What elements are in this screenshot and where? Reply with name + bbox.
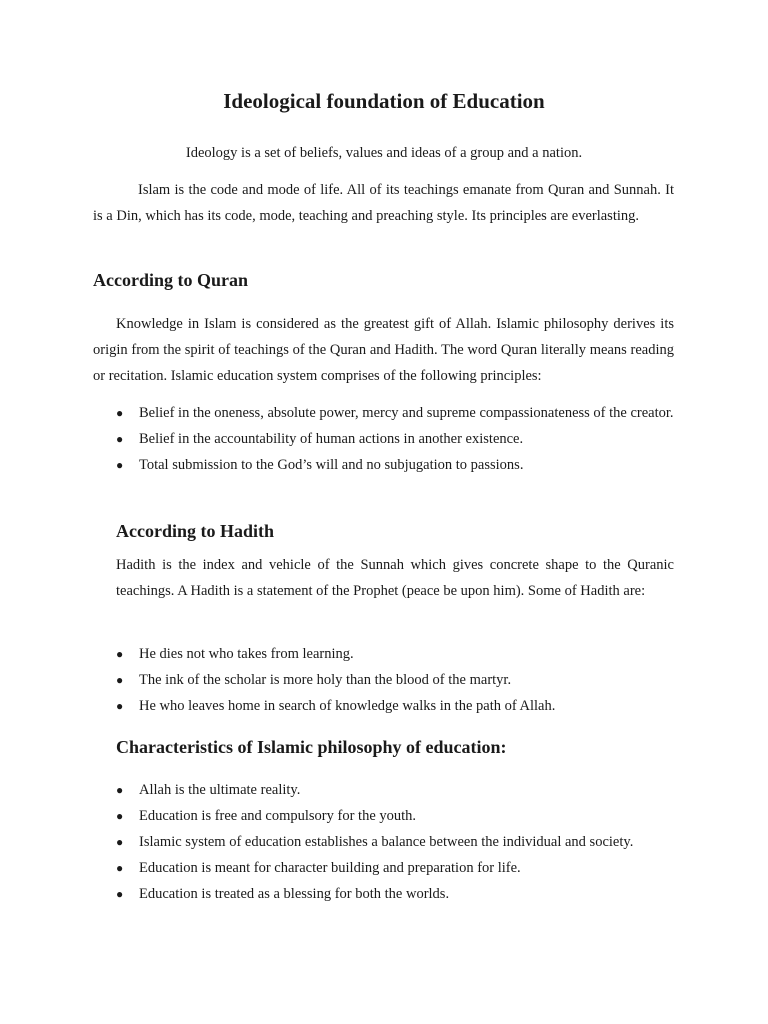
list-item-text: He who leaves home in search of knowledge walks in the path of Allah. [139,698,556,714]
list-item-text: Belief in the oneness, absolute power, mercy and supreme compassionateness of the creator. [139,405,674,421]
list-item-text: Education is free and compulsory for the youth. [139,808,417,824]
bullet-icon: ● [116,699,124,713]
bullet-icon: ● [116,809,124,823]
section-paragraph-quran: Knowledge in Islam is considered as the greatest gift of Allah. Islamic philosophy derives its origin from the spirit of teachings of the Quran and Hadith. The word Quran literally means reading or recitation. Islamic education system comprises of the following principles: [93,316,674,384]
bullet-list-hadith [116,641,674,719]
list-item [116,855,674,881]
list-item [116,452,674,478]
list-item [116,426,674,452]
list-item-text: Islamic system of education establishes a balance between the individual and society. [139,834,634,850]
list-item [116,777,674,803]
list-item [116,829,674,855]
bullet-icon: ● [116,647,124,661]
list-item-text: The ink of the scholar is more holy than the blood of the martyr. [139,672,512,688]
bullet-icon: ● [116,887,124,901]
bullet-icon: ● [116,861,124,875]
bullet-icon: ● [116,783,124,797]
list-item-text: Education is meant for character building and preparation for life. [139,860,521,876]
section-heading-quran: According to Quran [93,270,248,290]
list-item [116,400,674,426]
bullet-list-characteristics [116,777,674,907]
section-heading-hadith: According to Hadith [116,521,275,541]
intro-line: Ideology is a set of beliefs, values and ideas of a group and a nation. [185,145,583,161]
bullet-icon: ● [116,673,124,687]
list-item-text: Total submission to the God’s will and no subjugation to passions. [139,457,524,473]
intro-paragraph: Islam is the code and mode of life. All of its teachings emanate from Quran and Sunnah. It is a Din, which has its code, mode, teaching and preaching style. Its principles are everlasting. [93,182,674,224]
list-item [116,667,674,693]
section-paragraph-hadith: Hadith is the index and vehicle of the Sunnah which gives concrete shape to the Quranic teachings. A Hadith is a statement of the Prophet (peace be upon him). Some of Hadith are: [116,557,674,599]
list-item [116,693,674,719]
list-item [116,803,674,829]
list-item-text: Allah is the ultimate reality. [139,782,301,798]
list-item [116,881,674,907]
document-title: Ideological foundation of Education [223,89,545,113]
bullet-icon: ● [116,458,124,472]
bullet-icon: ● [116,406,124,420]
bullet-icon: ● [116,835,124,849]
bullet-list-quran [116,400,674,478]
section-heading-characteristics: Characteristics of Islamic philosophy of education: [116,737,507,757]
list-item [116,641,674,667]
list-item-text: Belief in the accountability of human actions in another existence. [139,431,524,447]
bullet-icon: ● [116,432,124,446]
list-item-text: He dies not who takes from learning. [139,646,354,662]
list-item-text: Education is treated as a blessing for both the worlds. [139,886,450,902]
